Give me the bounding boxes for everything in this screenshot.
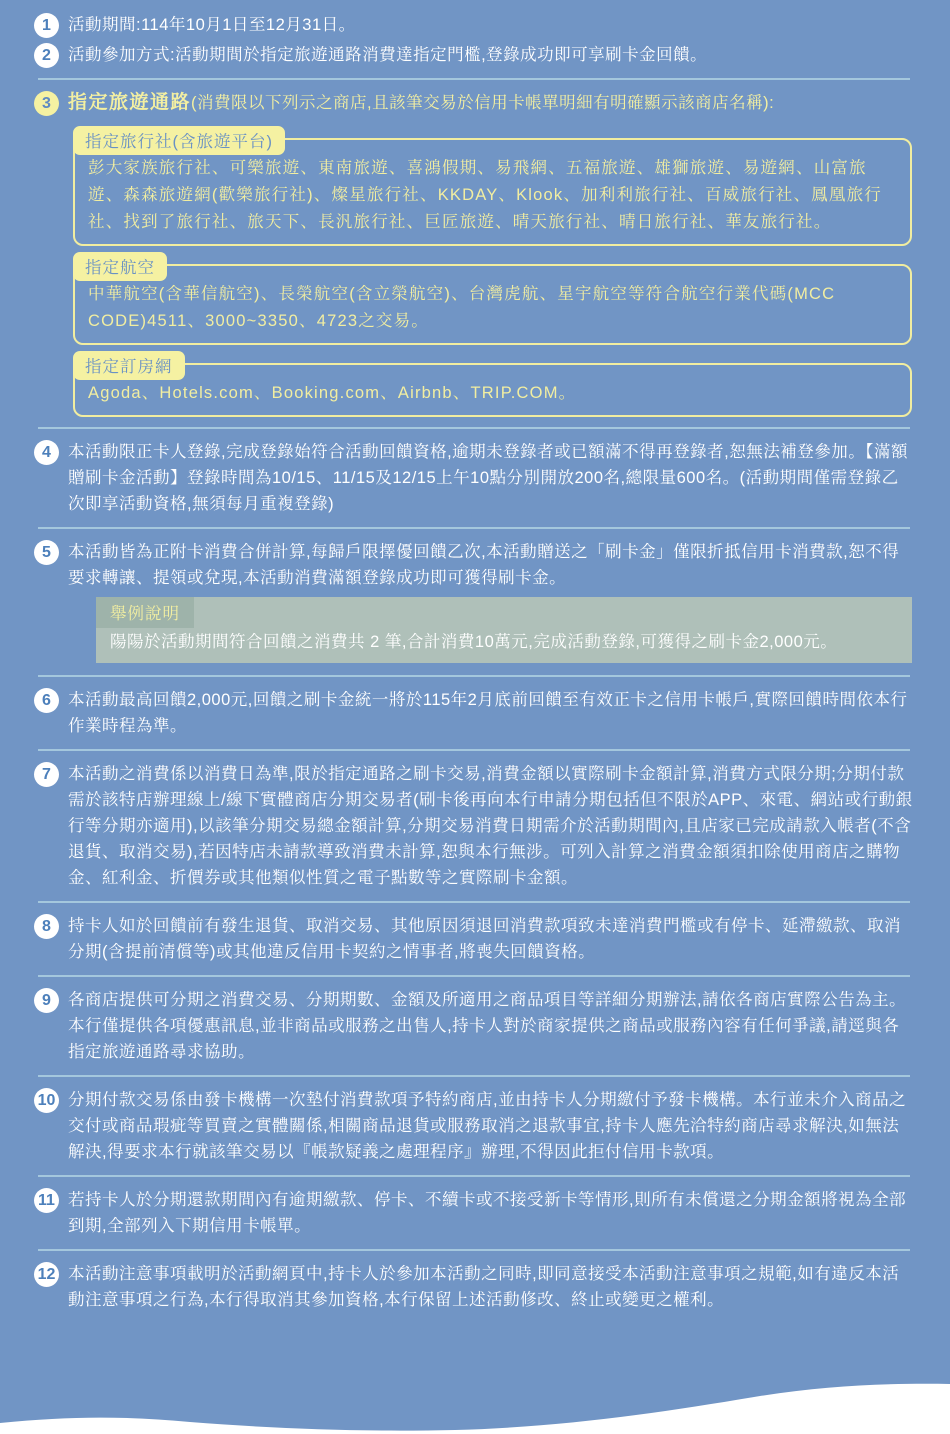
section-divider <box>38 1249 910 1251</box>
term-number-badge-12: 12 <box>34 1262 59 1287</box>
term-number-badge-2: 2 <box>34 43 59 68</box>
section-divider <box>38 975 910 977</box>
airline-list: 中華航空(含華信航空)、長榮航空(含立榮航空)、台灣虎航、星宇航空等符合航空行業代碼(MCC CODE)4511、3000~3350、4723之交易。 <box>88 285 836 330</box>
term-text-7: 本活動之消費係以消費日為準,限於指定通路之刷卡交易,消費金額以實際刷卡金額計算,消費方式限分期;分期付款需於該特店辦理線上/線下實體商店分期交易者(刷卡後再向本行申請分期包括但不限於APP、來電、網站或行動銀行等分期亦適用),以該筆分期交易總金額計算,分期交易消費日期需介於活動期間內,且店家已完成請款入帳者(不含退貨、取消交易),若因特店未請款導致消費未計算,恕與本行無涉。可列入計算之消費金額須扣除使用商店之購物金、紅利金、折價券或其他類似性質之電子點數等之實際刷卡金額。 <box>68 765 913 887</box>
term-item-5 <box>34 539 914 665</box>
example-text: 陽陽於活動期間符合回饋之消費共 2 筆,合計消費10萬元,完成活動登錄,可獲得之刷卡金2,000元。 <box>110 633 838 651</box>
term-text-1: 活動期間:114年10月1日至12月31日。 <box>68 16 356 34</box>
travel-agency-list: 彭大家族旅行社、可樂旅遊、東南旅遊、喜鴻假期、易飛網、五福旅遊、雄獅旅遊、易遊網、山富旅遊、森森旅遊網(歡樂旅行社)、燦星旅行社、KKDAY、Klook、加利利旅行社、百威旅行社、鳳凰旅行社、找到了旅行社、旅天下、長汎旅行社、巨匠旅遊、晴天旅行社、晴日旅行社、華友旅行社。 <box>88 159 882 231</box>
section-divider <box>38 1075 910 1077</box>
term-text-6: 本活動最高回饋2,000元,回饋之刷卡金統一將於115年2月底前回饋至有效正卡之信用卡帳戶,實際回饋時間依本行作業時程為準。 <box>68 691 908 735</box>
term-number-badge-10: 10 <box>34 1088 59 1113</box>
term-item-1 <box>34 12 914 38</box>
term-number-badge-8: 8 <box>34 914 59 939</box>
term-text-8: 持卡人如於回饋前有發生退貨、取消交易、其他原因須退回消費款項致未達消費門檻或有停卡、延滯繳款、取消分期(含提前清償等)或其他違反信用卡契約之情事者,將喪失回饋資格。 <box>68 917 901 961</box>
term-number-badge-6: 6 <box>34 688 59 713</box>
term-text-4: 本活動限正卡人登錄,完成登錄始符合活動回饋資格,逾期未登錄者或已額滿不得再登錄者,恕無法補登參加。【滿額贈刷卡金活動】登錄時間為10/15、11/15及12/15上午10點分別開放200名,總限量600名。(活動期間僅需登錄乙次即享活動資格,無須每月重複登錄) <box>68 443 909 513</box>
section-divider <box>38 901 910 903</box>
section-divider <box>38 675 910 677</box>
term-item-6 <box>34 687 914 739</box>
travel-agency-box <box>73 133 912 246</box>
term-number-badge-5: 5 <box>34 540 59 565</box>
term-number-badge-4: 4 <box>34 440 59 465</box>
wave-decoration <box>0 1354 950 1434</box>
term-item-12 <box>34 1261 914 1313</box>
section-divider <box>38 749 910 751</box>
term-item-2 <box>34 42 914 68</box>
hotel-booking-list: Agoda、Hotels.com、Booking.com、Airbnb、TRIP.COM。 <box>88 384 577 402</box>
channel-section-subtitle: (消費限以下列示之商店,且該筆交易於信用卡帳單明細有明確顯示該商店名稱): <box>191 94 775 112</box>
section-divider <box>38 78 910 80</box>
hotel-booking-tab: 指定訂房網 <box>73 351 185 380</box>
airline-tab: 指定航空 <box>73 252 167 281</box>
example-box <box>96 597 912 663</box>
term-item-9 <box>34 987 914 1065</box>
term-item-4 <box>34 439 914 517</box>
section-divider <box>38 527 910 529</box>
term-number-badge-3: 3 <box>34 91 59 116</box>
term-number-badge-11: 11 <box>34 1188 59 1213</box>
channel-section-title: 指定旅遊通路 <box>68 92 192 113</box>
example-label: 舉例說明 <box>96 597 194 628</box>
term-text-11: 若持卡人於分期還款期間內有逾期繳款、停卡、不續卡或不接受新卡等情形,則所有未償還之分期金額將視為全部到期,全部列入下期信用卡帳單。 <box>68 1191 907 1235</box>
term-item-10 <box>34 1087 914 1165</box>
term-item-8 <box>34 913 914 965</box>
travel-agency-tab: 指定旅行社(含旅遊平台) <box>73 126 285 155</box>
term-text-10: 分期付款交易係由發卡機構一次墊付消費款項予特約商店,並由持卡人分期繳付予發卡機構。本行並未介入商品之交付或商品瑕疵等買賣之實體關係,相關商品退貨或服務取消之退款事宜,持卡人應先洽特約商店尋求解決,如無法解決,得要求本行就該筆交易以『帳款疑義之處理程序』辦理,不得因此拒付信用卡款項。 <box>68 1091 907 1161</box>
term-text-2: 活動參加方式:活動期間於指定旅遊通路消費達指定門檻,登錄成功即可享刷卡金回饋。 <box>68 46 708 64</box>
term-item-11 <box>34 1187 914 1239</box>
term-number-badge-9: 9 <box>34 988 59 1013</box>
term-number-badge-1: 1 <box>34 13 59 38</box>
term-text-3 <box>68 90 774 116</box>
term-item-3 <box>34 90 914 116</box>
hotel-booking-box <box>73 358 912 417</box>
term-text-9: 各商店提供可分期之消費交易、分期期數、金額及所適用之商品項目等詳細分期辦法,請依各商店實際公告為主。本行僅提供各項優惠訊息,並非商品或服務之出售人,持卡人對於商家提供之商品或服務內容有任何爭議,請逕與各指定旅遊通路尋求協助。 <box>68 991 907 1061</box>
section-divider <box>38 427 910 429</box>
term-number-badge-7: 7 <box>34 762 59 787</box>
airline-box <box>73 259 912 345</box>
term-item-7 <box>34 761 914 891</box>
section-divider <box>38 1175 910 1177</box>
term-text-12: 本活動注意事項載明於活動網頁中,持卡人於參加本活動之同時,即同意接受本活動注意事項之規範,如有違反本活動注意事項之行為,本行得取消其參加資格,本行保留上述活動修改、終止或變更之權利。 <box>68 1265 900 1309</box>
term-text-5: 本活動皆為正附卡消費合併計算,每歸戶限擇優回饋乙次,本活動贈送之「刷卡金」僅限折抵信用卡消費款,恕不得要求轉讓、提領或兌現,本活動消費滿額登錄成功即可獲得刷卡金。 <box>68 543 900 587</box>
